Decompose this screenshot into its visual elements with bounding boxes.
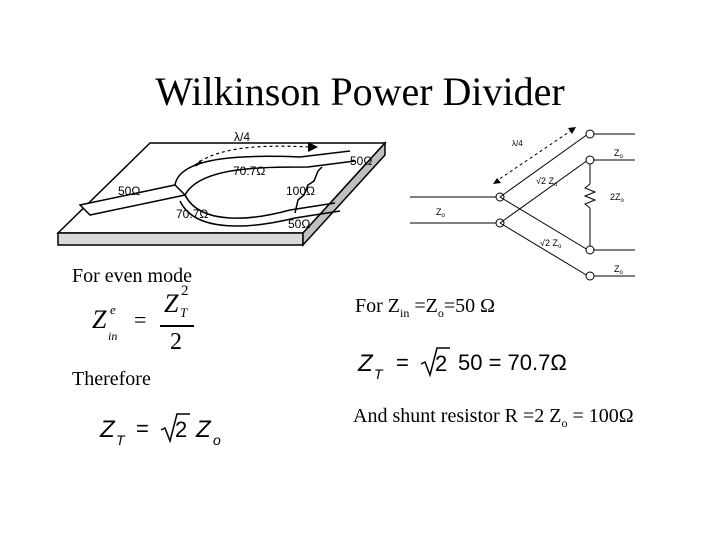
therefore-label: Therefore xyxy=(72,368,151,390)
line-bottom-label: √2 $Z_o$ xyxy=(540,238,562,250)
upper-branch-b xyxy=(500,160,588,223)
lambda-label: λ/4 xyxy=(234,130,251,144)
eq2-radicand: 2 xyxy=(175,417,188,442)
z-out-top-label: $Z_o$ xyxy=(614,148,623,160)
line-top-label: √2 $Z_o$ xyxy=(536,176,558,188)
label-input: 50Ω xyxy=(118,184,141,198)
eq2-rhs-sub: o xyxy=(213,432,221,448)
label-out-top: 50Ω xyxy=(350,154,373,168)
lambda-label: λ/4 xyxy=(512,139,523,148)
eq3-lhs-sub: T xyxy=(374,366,383,382)
eq2-equals: = xyxy=(136,416,149,441)
eq2-lhs-sub: T xyxy=(116,432,125,448)
zt-value-equation xyxy=(358,344,598,384)
even-mode-label: For even mode xyxy=(72,265,192,287)
eq2-rhs: Z xyxy=(196,416,211,443)
eq1-equals: = xyxy=(134,307,147,332)
eq1-fraction-bar xyxy=(160,325,194,327)
resistor-icon xyxy=(585,184,595,208)
eq2-lhs: Z xyxy=(100,416,115,443)
arrow-head-right xyxy=(568,127,576,134)
out-bottom-a xyxy=(586,246,594,254)
board-front xyxy=(58,233,303,245)
eq1-num: Z xyxy=(164,289,179,318)
wilkinson-schematic xyxy=(400,122,640,287)
quarter-wave-arrow xyxy=(495,130,572,182)
label-arm-bottom: 70.7Ω xyxy=(176,207,209,221)
shunt-resistor-statement: And shunt resistor R =2 $Z_o = 100\Omega$ xyxy=(353,405,634,430)
label-resistor: 100Ω xyxy=(286,184,315,198)
wilkinson-layout-diagram xyxy=(50,125,390,255)
resistor-label: $2Z_o$ xyxy=(610,192,624,204)
zin-statement: For $Z_{in} =Z_o=50$ Ω xyxy=(355,295,495,320)
label-arm-top: 70.7Ω xyxy=(233,164,266,178)
slide-title: Wilkinson Power Divider xyxy=(155,69,565,114)
eq1-lhs: Z xyxy=(92,305,107,334)
eq1-num-sub: T xyxy=(180,305,188,320)
z-out-bottom-label: $Z_o$ xyxy=(614,264,623,276)
label-out-bottom: 50Ω xyxy=(288,217,311,231)
even-mode-equation xyxy=(92,285,202,357)
eq3-radicand: 2 xyxy=(435,351,448,376)
board-top xyxy=(58,143,385,233)
lower-branch-b xyxy=(500,223,588,276)
out-bottom-b xyxy=(586,272,594,280)
z-in-label: $Z_o$ xyxy=(436,207,445,219)
eq3-equals: = xyxy=(396,350,409,375)
out-top-a xyxy=(586,130,594,138)
eq1-den: 2 xyxy=(170,329,182,355)
eq1-lhs-sup: e xyxy=(110,302,116,317)
eq1-num-sup: 2 xyxy=(181,283,189,299)
eq3-lhs: Z xyxy=(358,350,373,377)
eq3-value: 50 = 70.7Ω xyxy=(458,350,567,375)
arrow-head-left xyxy=(493,178,501,184)
out-top-b xyxy=(586,156,594,164)
zt-equation xyxy=(100,412,240,452)
eq1-lhs-sub: in xyxy=(108,329,118,343)
